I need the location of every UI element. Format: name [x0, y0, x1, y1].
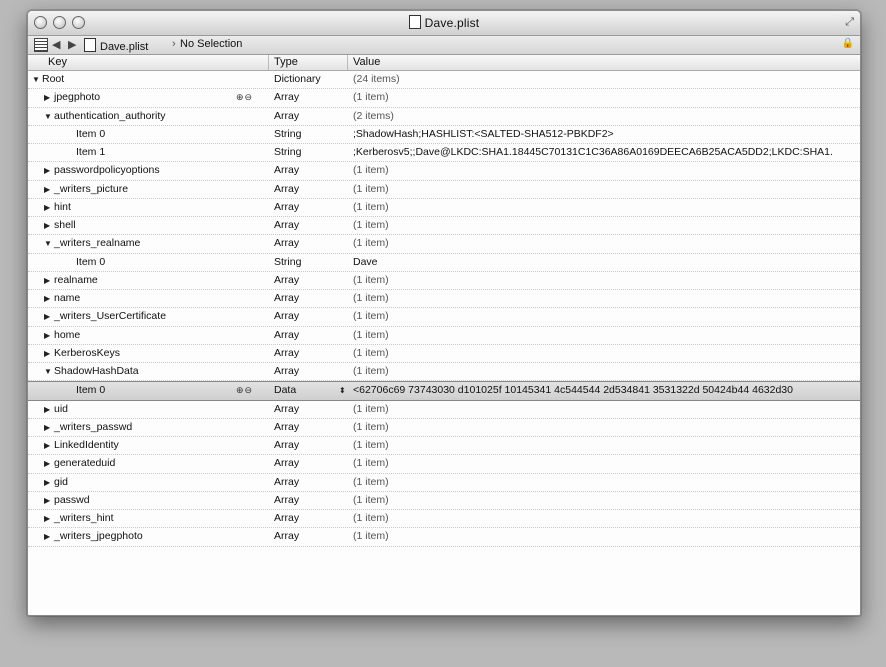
row-key-label: Item 0: [76, 255, 106, 268]
disclosure-closed-icon[interactable]: ▶: [44, 312, 51, 322]
outline-row[interactable]: [28, 144, 860, 162]
row-type[interactable]: Array: [274, 475, 300, 488]
row-key: [44, 327, 80, 344]
row-key: [44, 419, 132, 436]
breadcrumb-file[interactable]: [84, 38, 148, 53]
row-key-label: gid: [54, 475, 69, 488]
column-key-header[interactable]: Key: [48, 56, 67, 68]
disclosure-closed-icon[interactable]: ▶: [44, 202, 51, 212]
row-key: [44, 510, 114, 527]
outline-row[interactable]: [28, 327, 860, 345]
row-type[interactable]: Array: [274, 457, 300, 470]
disclosure-open-icon[interactable]: ▼: [44, 239, 52, 249]
row-value[interactable]: (1 item): [353, 420, 389, 433]
breadcrumb-separator: ›: [172, 38, 176, 50]
row-key: [44, 492, 90, 509]
row-type[interactable]: Array: [274, 310, 300, 323]
row-type[interactable]: String: [274, 255, 302, 268]
breadcrumb-file-label: Dave.plist: [100, 41, 149, 53]
row-type[interactable]: Data: [274, 384, 297, 397]
outline-row[interactable]: [28, 345, 860, 363]
fullscreen-icon[interactable]: ⤢: [845, 16, 854, 28]
row-key-label: passwd: [54, 493, 90, 506]
outline-row[interactable]: [28, 108, 860, 126]
row-value[interactable]: (1 item): [353, 365, 389, 377]
row-type[interactable]: String: [274, 146, 302, 158]
window-title-text: Dave.plist: [424, 16, 480, 30]
row-key: [44, 108, 166, 125]
row-key: [44, 181, 128, 198]
row-value[interactable]: (1 item): [353, 493, 389, 506]
row-value[interactable]: (2 items): [353, 109, 394, 122]
outline-row[interactable]: [28, 381, 860, 400]
window-title: [28, 15, 860, 30]
column-header: [28, 55, 860, 71]
outline-row[interactable]: [28, 181, 860, 199]
outline-row[interactable]: [28, 89, 860, 107]
disclosure-closed-icon[interactable]: ▶: [44, 495, 51, 505]
row-type[interactable]: Array: [274, 402, 300, 415]
row-value[interactable]: (1 item): [353, 328, 389, 341]
row-key: [44, 528, 143, 545]
row-value[interactable]: ;Kerberosv5;;Dave@LKDC:SHA1.18445C70131C1C36A86A0169DEECA6B25ACA5DD2;LKDC:SHA1.: [353, 146, 833, 158]
outline-row[interactable]: [28, 308, 860, 326]
row-type[interactable]: Array: [274, 365, 300, 377]
row-type[interactable]: Array: [274, 91, 300, 104]
row-value[interactable]: (1 item): [353, 310, 389, 323]
row-value[interactable]: (1 item): [353, 219, 389, 231]
row-key-label: realname: [54, 273, 98, 286]
row-key: [44, 199, 71, 216]
row-key: [44, 162, 160, 179]
disclosure-closed-icon[interactable]: ▶: [44, 294, 51, 303]
document-icon: [409, 15, 421, 29]
row-key-label: authentication_authority: [54, 109, 166, 122]
disclosure-closed-icon[interactable]: ▶: [44, 422, 51, 432]
row-key: [32, 71, 64, 88]
outline-row[interactable]: [28, 290, 860, 308]
row-key: [44, 437, 119, 454]
add-remove-icon[interactable]: ⊕⊖: [236, 385, 254, 396]
title-bar: [28, 11, 860, 36]
row-key: [66, 144, 105, 161]
disclosure-closed-icon[interactable]: ▶: [44, 404, 51, 414]
outline-row[interactable]: [28, 71, 860, 89]
row-key-label: passwordpolicyoptions: [54, 164, 160, 177]
row-key: [44, 290, 80, 307]
row-type[interactable]: Array: [274, 109, 300, 122]
row-key-label: _writers_picture: [54, 182, 129, 195]
outline-row[interactable]: [28, 272, 860, 290]
row-value[interactable]: (1 item): [353, 346, 389, 359]
row-value[interactable]: (1 item): [353, 402, 389, 415]
disclosure-closed-icon[interactable]: ▶: [44, 348, 51, 358]
row-key: [44, 401, 68, 418]
outline-row[interactable]: [28, 401, 860, 419]
disclosure-closed-icon[interactable]: ▶: [44, 184, 51, 194]
row-value[interactable]: Dave: [353, 255, 378, 268]
row-value[interactable]: (1 item): [353, 273, 389, 286]
row-key-label: _writers_UserCertificate: [54, 310, 167, 323]
row-key-label: jpegphoto: [54, 91, 101, 104]
disclosure-open-icon[interactable]: ▼: [44, 367, 52, 376]
row-key-label: generateduid: [54, 457, 116, 470]
row-type[interactable]: Array: [274, 273, 300, 286]
row-key: [44, 217, 76, 234]
row-key-label: _writers_hint: [54, 512, 114, 524]
row-key-label: hint: [54, 200, 71, 213]
row-key: [44, 308, 166, 325]
row-type[interactable]: Array: [274, 182, 300, 195]
row-type[interactable]: Array: [274, 237, 300, 250]
row-key-label: shell: [54, 219, 76, 231]
row-key-label: Item 0: [76, 384, 106, 397]
outline-row[interactable]: [28, 363, 860, 381]
outline-row[interactable]: [28, 254, 860, 272]
disclosure-closed-icon[interactable]: ▶: [44, 166, 51, 176]
back-arrow-icon[interactable]: ◀: [52, 39, 61, 51]
row-type[interactable]: Array: [274, 493, 300, 506]
row-value[interactable]: (1 item): [353, 512, 389, 524]
row-key: [66, 254, 105, 271]
disclosure-closed-icon[interactable]: ▶: [44, 275, 51, 285]
row-type[interactable]: Array: [274, 200, 300, 213]
row-value[interactable]: (1 item): [353, 91, 389, 104]
disclosure-closed-icon[interactable]: ▶: [44, 459, 51, 469]
outline-row[interactable]: [28, 474, 860, 492]
row-key-label: name: [54, 292, 81, 304]
jump-bar: [28, 36, 860, 55]
related-items-icon[interactable]: [34, 38, 48, 52]
outline-row[interactable]: [28, 510, 860, 528]
outline-row[interactable]: [28, 217, 860, 235]
row-value[interactable]: (1 item): [353, 439, 389, 451]
row-key: [44, 235, 140, 252]
column-divider[interactable]: [268, 55, 269, 70]
row-key-label: KerberosKeys: [54, 346, 120, 359]
row-value[interactable]: (1 item): [353, 164, 389, 177]
row-key-label: _writers_passwd: [54, 420, 133, 433]
row-value[interactable]: (1 item): [353, 475, 389, 488]
row-type[interactable]: Dictionary: [274, 73, 321, 85]
row-key: [44, 455, 115, 472]
row-key-label: ShadowHashData: [54, 365, 139, 377]
row-key-label: uid: [54, 402, 69, 415]
disclosure-closed-icon[interactable]: ▶: [44, 221, 51, 230]
outline-row[interactable]: [28, 437, 860, 455]
row-value[interactable]: (1 item): [353, 457, 389, 470]
column-value-header[interactable]: Value: [353, 56, 381, 68]
row-type[interactable]: Array: [274, 219, 300, 231]
disclosure-closed-icon[interactable]: ▶: [44, 514, 51, 523]
type-stepper-icon[interactable]: ⬍: [339, 386, 346, 396]
disclosure-closed-icon[interactable]: ▶: [44, 477, 51, 487]
row-value[interactable]: (24 items): [353, 73, 400, 85]
row-key: [66, 126, 105, 143]
disclosure-closed-icon[interactable]: ▶: [44, 93, 51, 103]
outline-row[interactable]: [28, 528, 860, 546]
column-divider[interactable]: [347, 55, 348, 70]
forward-arrow-icon[interactable]: ▶: [68, 39, 77, 51]
row-key: [44, 272, 98, 289]
disclosure-closed-icon[interactable]: ▶: [44, 330, 51, 340]
outline-row[interactable]: [28, 126, 860, 144]
outline-row[interactable]: [28, 162, 860, 180]
plist-outline: [28, 71, 860, 547]
lock-icon[interactable]: 🔒: [841, 38, 854, 49]
row-type[interactable]: Array: [274, 420, 300, 433]
row-key: [44, 474, 68, 491]
row-key-label: _writers_realname: [54, 237, 141, 250]
add-remove-icon[interactable]: ⊕⊖: [236, 92, 254, 103]
outline-row[interactable]: [28, 235, 860, 253]
file-icon: [84, 38, 96, 52]
row-key: [44, 345, 120, 362]
row-key: [44, 363, 139, 380]
outline-row[interactable]: [28, 419, 860, 437]
row-value[interactable]: (1 item): [353, 182, 389, 195]
row-key-label: Item 0: [76, 127, 106, 140]
row-type[interactable]: Array: [274, 328, 300, 341]
row-type[interactable]: Array: [274, 346, 300, 359]
row-key: [44, 89, 100, 106]
row-key-label: LinkedIdentity: [54, 439, 119, 451]
row-value[interactable]: (1 item): [353, 292, 389, 304]
disclosure-open-icon[interactable]: ▼: [32, 75, 40, 84]
column-type-header[interactable]: Type: [274, 56, 298, 68]
row-value[interactable]: (1 item): [353, 200, 389, 213]
row-type[interactable]: Array: [274, 292, 300, 304]
row-key: [66, 382, 105, 399]
disclosure-closed-icon[interactable]: ▶: [44, 441, 51, 450]
row-type[interactable]: Array: [274, 512, 300, 524]
row-type[interactable]: Array: [274, 530, 300, 543]
disclosure-open-icon[interactable]: ▼: [44, 111, 52, 121]
outline-row[interactable]: [28, 492, 860, 510]
row-key-label: _writers_jpegphoto: [54, 530, 143, 543]
disclosure-closed-icon[interactable]: ▶: [44, 532, 51, 542]
plist-editor-window: [27, 10, 861, 616]
outline-row[interactable]: [28, 199, 860, 217]
row-type[interactable]: String: [274, 127, 302, 140]
row-type[interactable]: Array: [274, 164, 300, 177]
breadcrumb-selection[interactable]: No Selection: [180, 38, 243, 50]
row-value[interactable]: (1 item): [353, 237, 389, 250]
row-value[interactable]: (1 item): [353, 530, 389, 543]
row-key-label: Item 1: [76, 146, 106, 158]
row-key-label: Root: [42, 73, 65, 85]
outline-row[interactable]: [28, 455, 860, 473]
row-value[interactable]: <62706c69 73743030 d101025f 10145341 4c544544 2d534841 3531322d 50424b44 4632d30: [353, 384, 793, 397]
row-value[interactable]: ;ShadowHash;HASHLIST:<SALTED-SHA512-PBKDF2>: [353, 127, 614, 140]
row-key-label: home: [54, 328, 81, 341]
row-type[interactable]: Array: [274, 439, 300, 451]
